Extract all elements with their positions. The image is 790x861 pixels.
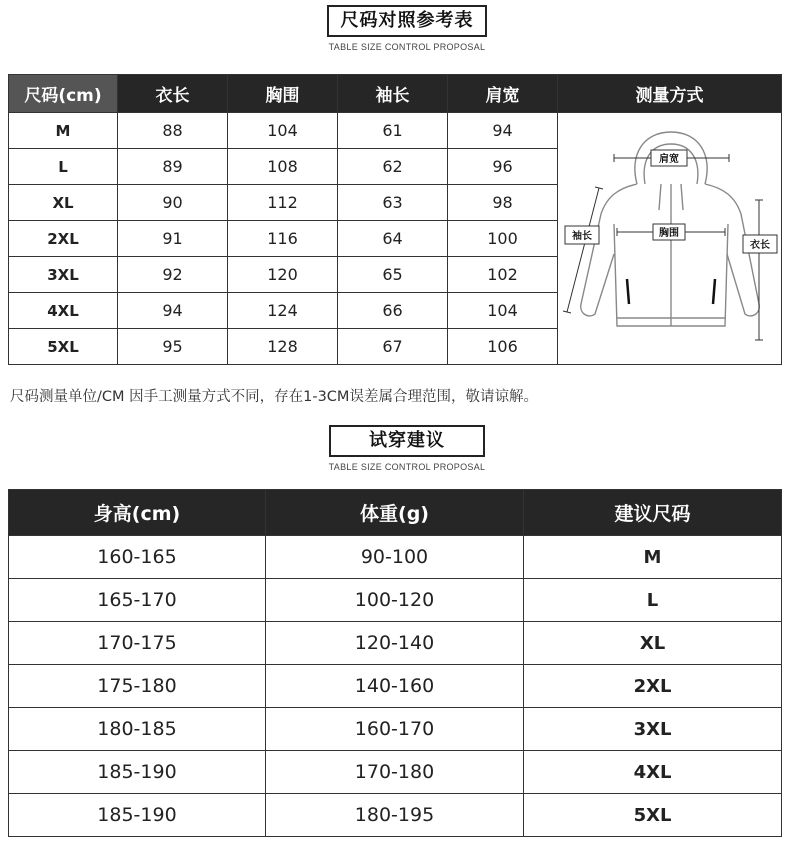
sleeve-label: 袖长 bbox=[571, 230, 592, 242]
table-row bbox=[9, 665, 782, 708]
length-cell: 90 bbox=[118, 185, 228, 221]
length-label: 衣长 bbox=[749, 239, 770, 251]
length-cell: 92 bbox=[118, 257, 228, 293]
chest-cell: 124 bbox=[228, 293, 338, 329]
fit-guide-title: 试穿建议 bbox=[329, 425, 485, 457]
chest-cell: 112 bbox=[228, 185, 338, 221]
size-cell: L bbox=[9, 149, 118, 185]
size-cell: 2XL bbox=[9, 221, 118, 257]
size-chart-title: 尺码对照参考表 bbox=[327, 5, 487, 37]
height-cell: 185-190 bbox=[9, 751, 266, 794]
recommended-size-cell: 4XL bbox=[524, 751, 782, 794]
sleeve-cell: 65 bbox=[338, 257, 448, 293]
sleeve-cell: 62 bbox=[338, 149, 448, 185]
shoulder-cell: 94 bbox=[448, 113, 558, 149]
chest-cell: 128 bbox=[228, 329, 338, 365]
size-cell: 3XL bbox=[9, 257, 118, 293]
height-cell: 160-165 bbox=[9, 536, 266, 579]
size-cell: 4XL bbox=[9, 293, 118, 329]
right-pocket bbox=[713, 279, 715, 304]
recommended-size-cell: 5XL bbox=[524, 794, 782, 837]
fit-guide-header-row bbox=[9, 490, 782, 536]
height-cell: 170-175 bbox=[9, 622, 266, 665]
recommended-size-cell: M bbox=[524, 536, 782, 579]
sleeve-cell: 66 bbox=[338, 293, 448, 329]
fit-guide-subtitle: TABLE SIZE CONTROL PROPOSAL bbox=[328, 462, 486, 472]
chest-cell: 108 bbox=[228, 149, 338, 185]
height-cell: 165-170 bbox=[9, 579, 266, 622]
sleeve-cell: 61 bbox=[338, 113, 448, 149]
fit-guide-table bbox=[8, 489, 782, 837]
weight-cell: 180-195 bbox=[266, 794, 524, 837]
length-cell: 94 bbox=[118, 293, 228, 329]
weight-cell: 140-160 bbox=[266, 665, 524, 708]
recommended-size-cell: 3XL bbox=[524, 708, 782, 751]
weight-cell: 160-170 bbox=[266, 708, 524, 751]
table-row bbox=[9, 751, 782, 794]
shoulder-cell: 100 bbox=[448, 221, 558, 257]
length-cell: 91 bbox=[118, 221, 228, 257]
measure-diagram-cell bbox=[558, 113, 782, 365]
table-row bbox=[9, 708, 782, 751]
shoulder-cell: 98 bbox=[448, 185, 558, 221]
chest-cell: 104 bbox=[228, 113, 338, 149]
length-cell: 95 bbox=[118, 329, 228, 365]
height-cell: 175-180 bbox=[9, 665, 266, 708]
sleeve-cell: 64 bbox=[338, 221, 448, 257]
header-length: 衣长 bbox=[118, 75, 228, 113]
recommended-size-cell: XL bbox=[524, 622, 782, 665]
header-sleeve: 袖长 bbox=[338, 75, 448, 113]
height-cell: 185-190 bbox=[9, 794, 266, 837]
chest-cell: 120 bbox=[228, 257, 338, 293]
length-measure-line bbox=[755, 200, 763, 340]
size-chart-subtitle: TABLE SIZE CONTROL PROPOSAL bbox=[328, 42, 486, 52]
size-cell: 5XL bbox=[9, 329, 118, 365]
shoulder-cell: 102 bbox=[448, 257, 558, 293]
size-chart-table bbox=[8, 74, 782, 365]
table-row bbox=[9, 536, 782, 579]
recommended-size-cell: L bbox=[524, 579, 782, 622]
header-recommended-size: 建议尺码 bbox=[524, 490, 782, 536]
table-row bbox=[9, 794, 782, 837]
size-chart-header-row bbox=[9, 75, 782, 113]
hoodie-measure-diagram bbox=[559, 114, 781, 364]
weight-cell: 120-140 bbox=[266, 622, 524, 665]
size-cell: M bbox=[9, 113, 118, 149]
weight-cell: 170-180 bbox=[266, 751, 524, 794]
table-row bbox=[9, 113, 782, 149]
chest-label: 胸围 bbox=[658, 227, 679, 239]
header-measure-method: 测量方式 bbox=[558, 75, 782, 113]
weight-cell: 90-100 bbox=[266, 536, 524, 579]
length-cell: 89 bbox=[118, 149, 228, 185]
chest-cell: 116 bbox=[228, 221, 338, 257]
shoulder-cell: 104 bbox=[448, 293, 558, 329]
weight-cell: 100-120 bbox=[266, 579, 524, 622]
recommended-size-cell: 2XL bbox=[524, 665, 782, 708]
header-chest: 胸围 bbox=[228, 75, 338, 113]
header-shoulder: 肩宽 bbox=[448, 75, 558, 113]
length-cell: 88 bbox=[118, 113, 228, 149]
table-row bbox=[9, 579, 782, 622]
header-weight: 体重(g) bbox=[266, 490, 524, 536]
left-pocket bbox=[627, 279, 629, 304]
measurement-note: 尺码测量单位/CM 因手工测量方式不同，存在1-3CM误差属合理范围，敬请谅解。 bbox=[10, 389, 538, 405]
header-height: 身高(cm) bbox=[9, 490, 266, 536]
sleeve-cell: 67 bbox=[338, 329, 448, 365]
table-row bbox=[9, 622, 782, 665]
shoulder-cell: 106 bbox=[448, 329, 558, 365]
sleeve-cell: 63 bbox=[338, 185, 448, 221]
header-size: 尺码(cm) bbox=[9, 75, 118, 113]
height-cell: 180-185 bbox=[9, 708, 266, 751]
shoulder-label: 肩宽 bbox=[658, 153, 679, 165]
size-cell: XL bbox=[9, 185, 118, 221]
shoulder-cell: 96 bbox=[448, 149, 558, 185]
